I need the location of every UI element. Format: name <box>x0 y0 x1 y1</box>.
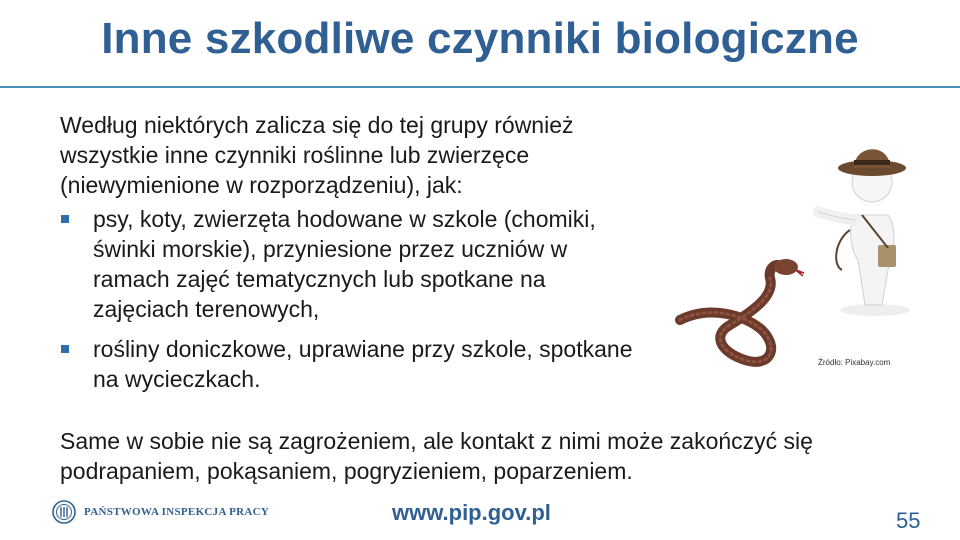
snake-body <box>680 265 782 362</box>
page-number: 55 <box>896 508 921 533</box>
list-item-text: psy, koty, zwierzęta hodowane w szkole (chomiki, świnki morskie), przyniesione przez uczniów w ramach zajęć tematycznych lub spotkane na zajęciach terenowych, <box>93 206 596 322</box>
hat-crown <box>854 149 890 168</box>
list-item <box>60 204 633 324</box>
bullet-list <box>60 204 670 394</box>
outro-text: Same w sobie nie są zagrożeniem, ale kontakt z nimi może zakończyć się podrapaniem, pokąsaniem, pogryzieniem, poparzeniem. <box>60 428 813 484</box>
website-link[interactable]: www.pip.gov.pl <box>392 500 551 525</box>
pip-seal-icon <box>52 500 76 524</box>
image-source-caption: Źródło: Pixabay.com <box>818 358 891 367</box>
square-bullet-icon <box>61 215 69 223</box>
explorer-snake-illustration <box>650 120 940 380</box>
intro-text: Według niektórych zalicza się do tej grupy również wszystkie inne czynniki roślinne lub zwierzęce (niewymienione w rozporządzeniu), jak: <box>60 112 574 198</box>
whip <box>836 230 850 270</box>
list-item-text: rośliny doniczkowe, uprawiane przy szkole, spotkane na wycieczkach. <box>93 336 633 392</box>
slide-body <box>60 110 670 394</box>
list-item <box>60 334 633 394</box>
organization-name: PAŃSTWOWA INSPEKCJA PRACY <box>84 506 270 518</box>
organization-logo <box>52 500 269 524</box>
explorer-shadow <box>840 304 910 316</box>
square-bullet-icon <box>61 345 69 353</box>
snake-head <box>774 259 798 275</box>
slide-title: Inne szkodliwe czynniki biologiczne <box>101 14 859 63</box>
title-divider <box>0 86 960 88</box>
